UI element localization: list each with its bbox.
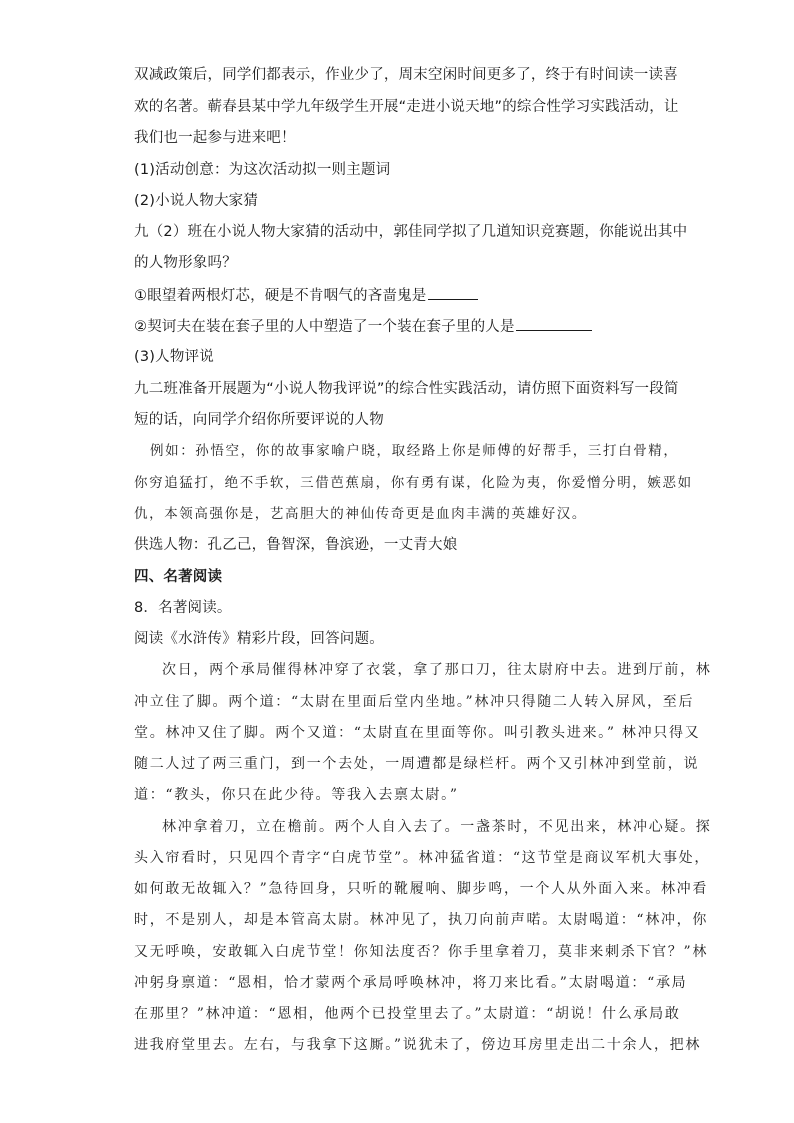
intro-line-3: 我们也一起参与进来吧！ — [134, 130, 296, 146]
question-2-item-2 — [134, 316, 592, 337]
passage-p1-line-4: 随二人过了两三重门，到一个去处，一周遭都是绿栏杆。两个又引林冲到堂前，说 — [134, 756, 700, 772]
passage-p2-line-2: 头入帘看时，只见四个青字“白虎节堂”。林冲猛省道：“这节堂是商议军机大事处， — [134, 850, 711, 866]
passage-p2-line-7: 在那里？”林冲道：“恩相，他两个已投堂里去了。”太尉道：“胡说！什么承局敢 — [134, 1006, 681, 1022]
question-2-item-1-text: ①眼望着两根灯芯，硬是不肯咽气的吝啬鬼是 — [134, 288, 427, 304]
passage-p1-line-5: 道：“教头，你只在此少待。等我入去禀太尉。” — [134, 787, 459, 803]
answer-blank-1[interactable] — [428, 285, 478, 300]
intro-line-2: 欢的名著。蕲春县某中学九年级学生开展“走进小说天地”的综合性学习实践活动，让 — [134, 99, 679, 115]
question-3-desc-line-2: 短的话，向同学介绍你所要评说的人物 — [134, 412, 384, 428]
intro-line-1: 双减政策后，同学们都表示，作业少了，周末空闲时间更多了，终于有时间读一读喜 — [134, 67, 678, 83]
question-2-title: (2)小说人物大家猜 — [134, 193, 259, 209]
passage-p2-line-5: 又无呼唤，安敢辄入白虎节堂！你知法度否？你手里拿着刀，莫非来刺杀下官？”林 — [134, 944, 709, 960]
question-3-desc-line-1: 九二班准备开展题为“小说人物我评说”的综合性实践活动，请仿照下面资料写一段简 — [134, 381, 679, 397]
question-2-desc-line-1: 九（2）班在小说人物大家猜的活动中，郭佳同学拟了几道知识竞赛题，你能说出其中 — [134, 224, 688, 240]
passage-p1-line-3: 堂。林冲又住了脚。两个又道：“太尉直在里面等你。叫引教头进来。” 林冲只得又 — [134, 725, 701, 741]
passage-p2-line-8: 进我府堂里去。左右，与我拿下这厮。”说犹未了，傍边耳房里走出二十余人，把林 — [134, 1037, 702, 1053]
question-3-title: (3)人物评说 — [134, 349, 214, 365]
reading-instruction: 阅读《水浒传》精彩片段，回答问题。 — [134, 631, 384, 647]
example-line-2: 你穷追猛打，绝不手软，三借芭蕉扇，你有勇有谋，化险为夷，你爱憎分明，嫉恶如 — [134, 475, 693, 491]
passage-p2-line-4: 时，不是别人，却是本管高太尉。林冲见了，执刀向前声喏。太尉喝道：“林冲，你 — [134, 912, 709, 928]
question-1: (1)活动创意：为这次活动拟一则主题词 — [134, 162, 391, 178]
question-2-desc-line-2: 的人物形象吗？ — [134, 255, 237, 271]
answer-blank-2[interactable] — [516, 316, 592, 331]
passage-p2-line-6: 冲躬身禀道：“恩相，恰才蒙两个承局呼唤林冲，将刀来比看。”太尉喝道：“承局 — [134, 975, 688, 991]
passage-p2-line-1: 林冲拿着刀，立在檐前。两个人自入去了。一盏茶时，不见出来，林冲心疑。探 — [162, 819, 712, 835]
question-8: 8．名著阅读。 — [134, 600, 232, 616]
section-heading: 四、名著阅读 — [134, 569, 223, 585]
example-line-3: 仇，本领高强你是，艺高胆大的神仙传奇更是血肉丰满的英雄好汉。 — [134, 506, 587, 522]
passage-p2-line-3: 如何敢无故辄入？”急待回身，只听的靴履响、脚步鸣，一个人从外面入来。林冲看 — [134, 881, 709, 897]
passage-p1-line-2: 冲立住了脚。两个道：“太尉在里面后堂内坐地。”林冲只得随二人转入屏风，至后 — [134, 694, 695, 710]
passage-p1-line-1: 次日，两个承局催得林冲穿了衣裳，拿了那口刀，往太尉府中去。进到厅前，林 — [162, 662, 712, 678]
example-line-1: 例如：孙悟空，你的故事家喻户晓，取经路上你是师傅的好帮手，三打白骨精， — [150, 443, 679, 459]
candidate-characters: 供选人物：孔乙己，鲁智深，鲁滨逊，一丈青大娘 — [134, 537, 458, 553]
question-2-item-1 — [134, 285, 478, 306]
question-2-item-2-text: ②契诃夫在装在套子里的人中塑造了一个装在套子里的人是 — [134, 319, 515, 335]
